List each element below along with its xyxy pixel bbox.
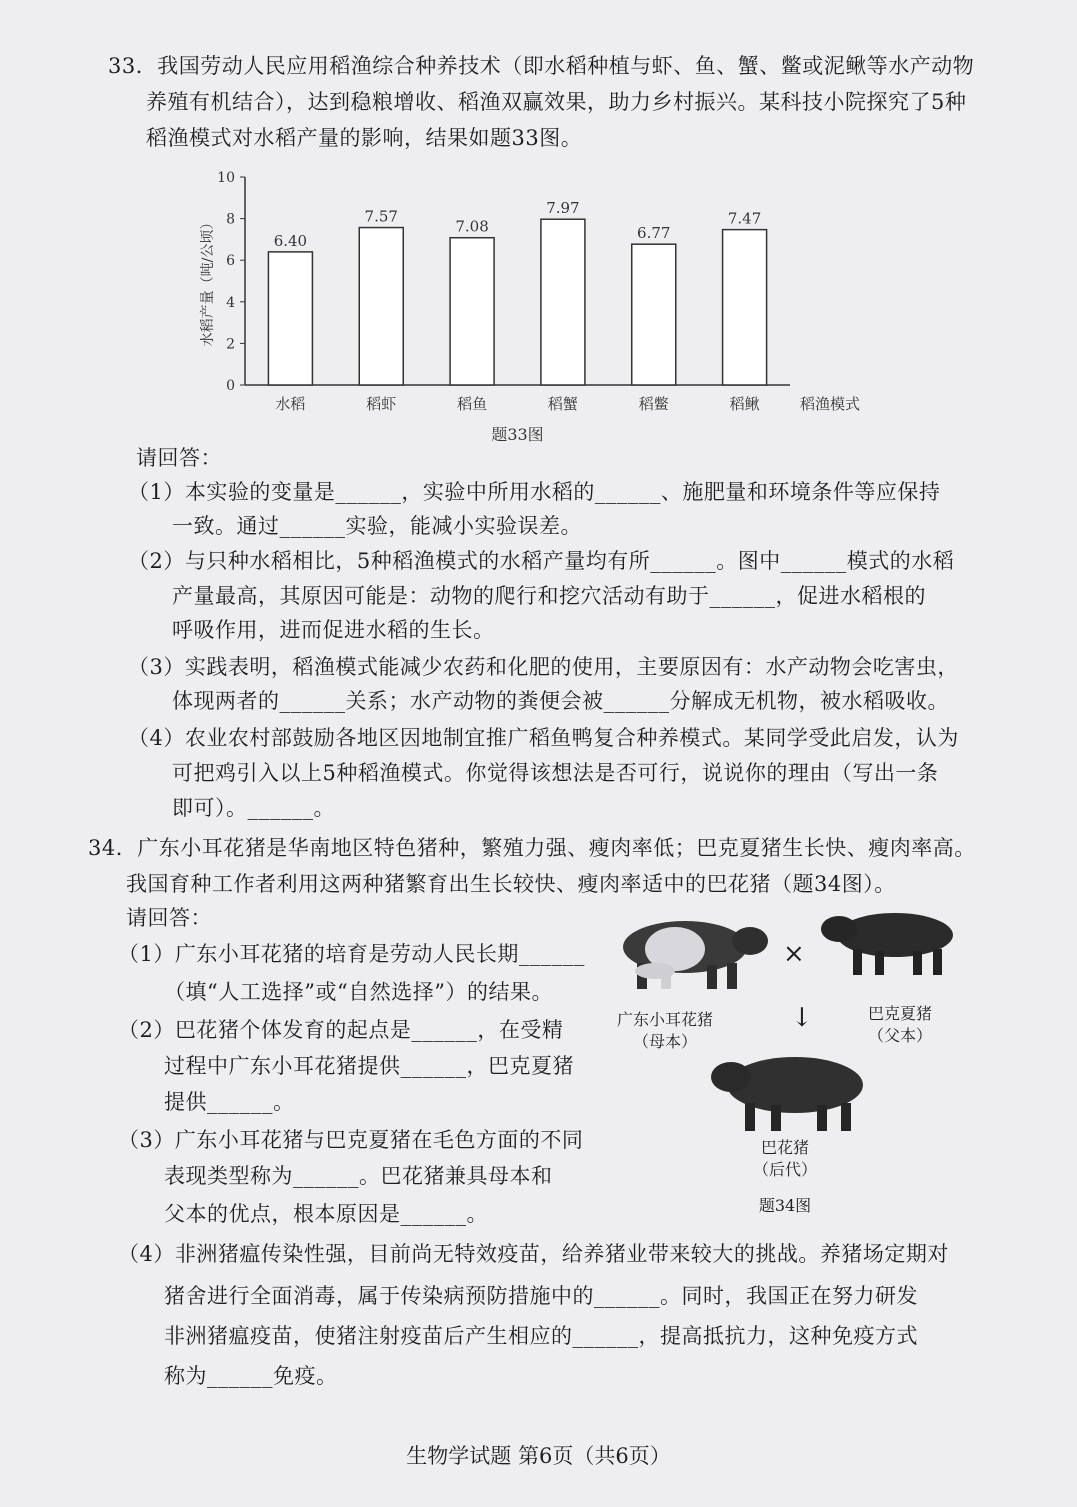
q33-prompt: 请回答： [136, 446, 222, 470]
q33-sub-line-5: 呼吸作用，进而促进水稻的生长。 [172, 618, 495, 642]
q33-sub-line-7: 体现两者的______关系；水产动物的粪便会被______分解成无机物，被水稻吸收。 [172, 689, 949, 713]
q34-q4-line-2: 猪舍进行全面消毒，属于传染病预防措施中的______。同时，我国正在努力研发 [164, 1284, 918, 1308]
mother-pig-icon [623, 921, 768, 989]
child-label: 巴花猪 [760, 1138, 809, 1157]
q34-q4-line-4: 称为______免疫。 [164, 1364, 338, 1388]
y-axis-label: 水稻产量（吨/公顷） [200, 215, 216, 347]
x-tick-label-0: 水稻 [275, 395, 306, 413]
x-tick-label-4: 稻鳖 [638, 395, 669, 413]
q34-left-line-7: 表现类型称为______。巴花猪兼具母本和 [164, 1164, 553, 1188]
y-tick-label-4: 8 [226, 211, 235, 228]
bar-value-label-4: 6.77 [637, 224, 671, 243]
q33-bar-chart [190, 160, 910, 450]
q33-sub-line-1: （1）本实验的变量是______，实验中所用水稻的______、施肥量和环境条件等应保持 [128, 480, 941, 504]
q33-intro-line-2: 养殖有机结合），达到稳粮增收、稻渔双赢效果，助力乡村振兴。某科技小院探究了5种 [146, 90, 967, 114]
cross-symbol: × [783, 939, 805, 969]
x-tick-label-1: 稻虾 [366, 395, 397, 413]
q34-left-line-6: （3）广东小耳花猪与巴克夏猪在毛色方面的不同 [118, 1128, 584, 1152]
bar-5 [723, 230, 767, 385]
q33-sub-line-8: （4）农业农村部鼓励各地区因地制宜推广稻鱼鸭复合种养模式。某同学受此启发，认为 [128, 726, 959, 750]
q34-pig-figure [595, 905, 985, 1225]
child-role: （后代） [752, 1160, 817, 1179]
bar-value-label-2: 7.08 [455, 217, 489, 236]
down-arrow-icon: ↓ [791, 1003, 813, 1033]
q34-left-line-5: 提供______。 [164, 1090, 295, 1114]
q33-sub-line-10: 即可）。______。 [172, 796, 335, 820]
q34-intro-line-2: 我国育种工作者利用这两种猪繁育出生长较快、瘦肉率适中的巴花猪（题34图）。 [126, 872, 896, 896]
q33-intro-line-1: 33．我国劳动人民应用稻渔综合种养技术（即水稻种植与虾、鱼、蟹、鳖或泥鳅等水产动物 [108, 54, 975, 78]
q34-prompt: 请回答： [126, 906, 212, 930]
q33-sub-line-6: （3）实践表明，稻渔模式能减少农药和化肥的使用，主要原因有：水产动物会吃害虫， [128, 655, 959, 679]
q33-sub-line-2: 一致。通过______实验，能减小实验误差。 [172, 514, 582, 538]
bar-value-label-5: 7.47 [727, 209, 762, 228]
q34-left-line-8: 父本的优点，根本原因是______。 [164, 1202, 488, 1226]
q34-intro-line-1: 34．广东小耳花猪是华南地区特色猪种，繁殖力强、瘦肉率低；巴克夏猪生长快、瘦肉率高。 [88, 836, 976, 860]
bar-3 [541, 219, 585, 385]
chart-caption: 题33图 [491, 425, 544, 444]
bar-2 [450, 238, 494, 385]
q34-q4-line-1: （4）非洲猪瘟传染性强，目前尚无特效疫苗，给养猪业带来较大的挑战。养猪场定期对 [118, 1242, 949, 1266]
mother-role: （母本） [632, 1032, 697, 1051]
q33-sub-line-9: 可把鸡引入以上5种稻渔模式。你觉得该想法是否可行，说说你的理由（写出一条 [172, 761, 939, 785]
x-tick-label-2: 稻鱼 [457, 395, 488, 413]
y-tick-label-1: 2 [226, 336, 235, 353]
father-pig-icon [821, 913, 953, 975]
mother-label: 广东小耳花猪 [616, 1010, 713, 1029]
x-tick-label-3: 稻蟹 [547, 395, 578, 413]
y-tick-label-5: 10 [217, 170, 235, 186]
q34-figure-caption: 题34图 [758, 1196, 812, 1215]
bar-1 [359, 228, 403, 385]
father-label: 巴克夏猪 [867, 1004, 932, 1023]
x-tick-label-5: 稻鳅 [729, 395, 760, 413]
bar-4 [632, 244, 676, 385]
bar-value-label-3: 7.97 [546, 199, 580, 218]
offspring-pig-icon [711, 1057, 863, 1131]
bar-0 [268, 252, 312, 385]
q34-left-line-3: （2）巴花猪个体发育的起点是______，在受精 [118, 1018, 564, 1042]
y-tick-label-3: 6 [226, 253, 235, 270]
q34-left-line-2: （填“人工选择”或“自然选择”）的结果。 [164, 980, 553, 1004]
bar-value-label-0: 6.40 [273, 231, 308, 250]
q33-intro-line-3: 稻渔模式对水稻产量的影响，结果如题33图。 [146, 126, 583, 150]
y-tick-label-2: 4 [226, 294, 235, 311]
q33-sub-line-3: （2）与只种水稻相比，5种稻渔模式的水稻产量均有所______。图中______模式的水稻 [128, 549, 955, 573]
bar-value-label-1: 7.57 [364, 207, 398, 226]
q34-q4-line-3: 非洲猪瘟疫苗，使猪注射疫苗后产生相应的______，提高抵抗力，这种免疫方式 [164, 1324, 918, 1348]
page-footer: 生物学试题 第6页（共6页） [406, 1444, 671, 1468]
q34-left-line-4: 过程中广东小耳花猪提供______，巴克夏猪 [164, 1054, 574, 1078]
father-role: （父本） [867, 1026, 932, 1045]
q33-sub-line-4: 产量最高，其原因可能是：动物的爬行和挖穴活动有助于______，促进水稻根的 [172, 584, 926, 608]
x-axis-label: 稻渔模式 [800, 395, 861, 413]
q34-left-line-1: （1）广东小耳花猪的培育是劳动人民长期______ [118, 942, 585, 966]
y-tick-label-0: 0 [226, 378, 235, 394]
